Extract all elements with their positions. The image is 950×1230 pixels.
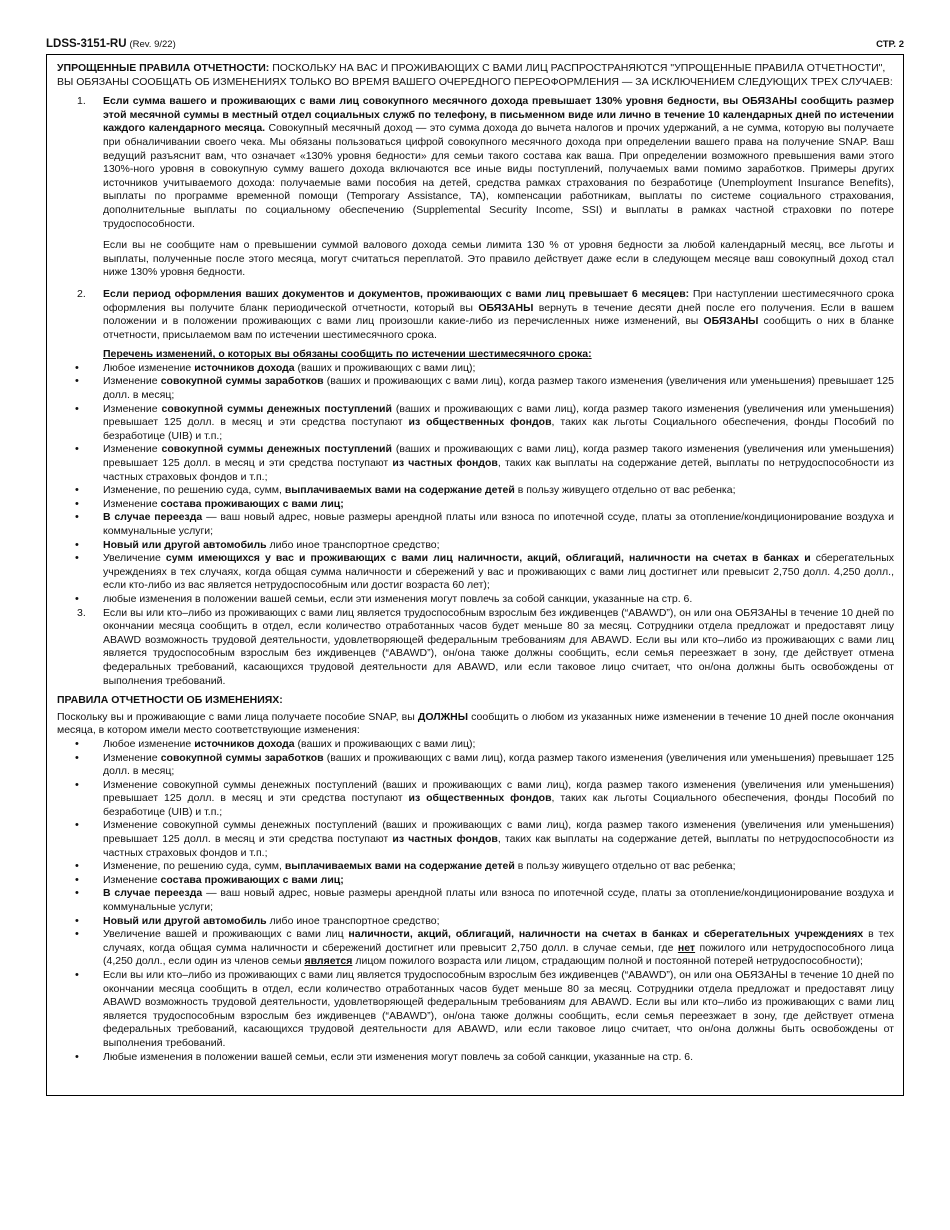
list-item: • Изменение, по решению суда, сумм, выплачиваемых вами на содержание детей в пользу живущего отдельно от вас ребенка;: [57, 484, 894, 498]
item-number: 1.: [77, 95, 86, 108]
list-item: • Любые изменения в положении вашей семьи, если эти изменения могут повлечь за собой санкции, указанные на стр. 6.: [57, 1051, 894, 1065]
item-number: 2.: [77, 287, 86, 300]
list-item: • Любое изменение источников дохода (ваших и проживающих с вами лиц);: [57, 738, 894, 752]
list-item: • Если вы или кто–либо из проживающих с вами лиц является трудоспособным взрослым без иждивенцев (“ABAWD”), он или она ОБЯЗАНЫ в течение 10 дней по окончании месяца сообщить в отдел, если количество отработанных часов будет меньше 80 за месяц. Сотрудники отдела предложат и предоставят лицу ABAWD возможность трудовой деятельности, удовлетворяющей федеральным требованиям для ABAWD. Если вы или кто–либо из проживающих с вами лиц является трудоспособным взрослым без иждивенцев (“ABAWD”), он/она также должны сообщить, если семья переезжает в зону, где действует отмена федеральных требований, касающихся трудовой деятельности для ABAWD, или если таковое лицо считает, что он/она должны быть освобождены от выполнения требований.: [57, 969, 894, 1051]
list-item: • Изменение состава проживающих с вами лиц;: [57, 498, 894, 512]
intro-title: УПРОЩЕННЫЕ ПРАВИЛА ОТЧЕТНОСТИ:: [57, 62, 270, 74]
list-item: • Изменение совокупной суммы денежных поступлений (ваших и проживающих с вами лиц), когда размер такого изменения (увеличения или уменьшения) превышает 125 долл. в месяц и эти средства поступают из общественных фондов, таких как льготы Социального обеспечения, фонды Пособий по безработице (UIB) и т.п.;: [57, 779, 894, 820]
list-item: • Увеличение вашей и проживающих с вами лиц наличности, акций, облигаций, наличности на счетах в банках и сберегательных учреждениях в тех случаях, когда общая сумма наличности и сбережений достигнет или превысит 2,750 долл. в случае семьи, где нет пожилого или нетрудоспособного лица (4,250 долл., если один из членов семьи является лицом пожилого возраста или лицом, страдающим полной и постоянной потерей нетрудоспособности);: [57, 928, 894, 969]
page-number: СТР. 2: [876, 39, 904, 50]
list-item: • В случае переезда — ваш новый адрес, новые размеры арендной платы или взноса по ипотечной ссуде, платы за отопление/кондиционирование воздуха и коммунальные услуги;: [57, 511, 894, 538]
form-revision: (Rev. 9/22): [129, 39, 176, 50]
page-header: [46, 38, 904, 52]
list-item: • Изменение совокупной суммы заработков (ваших и проживающих с вами лиц), когда размер такого изменения (увеличения или уменьшения) превышает 125 долл. в месяц;: [57, 752, 894, 779]
list-item: • Увеличение сумм имеющихся у вас и проживающих с вами лиц наличности, акций, облигаций, наличности на счетах в банках и сберегательных учреждениях в тех случаях, когда общая сумма наличности и сбережений у вас и проживающих с вами лиц достигнет или превысит 2,750 долл. 4,250 долл., если кто-либо из вас является нетрудоспособным или достиг возраста 60 лет);: [57, 552, 894, 593]
item-2-text: При наступлении шестимесячного срока оформления вы получите бланк периодической отчетности, который вы: [103, 287, 894, 314]
list-item: • Изменение совокупной суммы денежных поступлений (ваших и проживающих с вами лиц), когда размер такого изменения (увеличения или уменьшения) превышает 125 долл. в месяц и эти средства поступают из общественных фондов, таких как льготы Социального обеспечения, фонды Пособий по безработице (UIB) и т.п.;: [57, 403, 894, 444]
list-item: • Новый или другой автомобиль либо иное транспортное средство;: [57, 915, 894, 929]
list-item: • любые изменения в положении вашей семьи, если эти изменения могут повлечь за собой санкции, указанные на стр. 6.: [57, 593, 894, 607]
change-rules-title: ПРАВИЛА ОТЧЕТНОСТИ ОБ ИЗМЕНЕНИЯХ:: [57, 694, 283, 707]
list-item: • Изменение, по решению суда, сумм, выплачиваемых вами на содержание детей в пользу живущего отдельно от вас ребенка;: [57, 860, 894, 874]
six-month-list-heading: Перечень изменений, о которых вы обязаны сообщить по истечении шестимесячного срока:: [103, 348, 592, 361]
list-item: • Изменение совокупной суммы денежных поступлений (ваших и проживающих с вами лиц), когда размер такого изменения (увеличения или уменьшения) превышает 125 долл. в месяц и эти средства поступают из частных фондов, таких как выплаты на содержание детей, выплаты по нетрудоспособности из частных страховых фондов и т.п.;: [57, 819, 894, 860]
list-item: • Новый или другой автомобиль либо иное транспортное средство;: [57, 539, 894, 553]
intro-paragraph: [57, 62, 894, 89]
list-item: • Любое изменение источников дохода (ваших и проживающих с вами лиц);: [57, 362, 894, 376]
intro-text: ПОСКОЛЬКУ НА ВАС И ПРОЖИВАЮЩИХ С ВАМИ ЛИЦ РАСПРОСТРАНЯЮТСЯ "УПРОЩЕННЫЕ ПРАВИЛА ОТЧЕТНОСТИ", ВЫ ОБЯЗАНЫ СООБЩАТЬ ОБ ИЗМЕНЕНИЯХ ТОЛЬКО ВО ВРЕМЯ ВАШЕГО ОЧЕРЕДНОГО ПЕРЕОФОРМЛЕНИЯ — ЗА ИСКЛЮЧЕНИЕМ СЛЕДУЮЩИХ ТРЕХ СЛУЧАЕВ:: [57, 62, 893, 88]
list-item: • Изменение состава проживающих с вами лиц;: [57, 874, 894, 888]
item-1-paragraph-2: Если вы не сообщите нам о превышении суммой валового дохода семьи лимита 130 % от уровня бедности за любой календарный месяц, все льготы и выплаты, полученные после этого месяца, могут считаться переплатой. Это правило действует даже если в следующем месяце ваш совокупный доход стал ниже 130% уровня бедности.: [103, 239, 894, 279]
obliged-word: ОБЯЗАНЫ: [703, 315, 759, 328]
item-1-text: Совокупный месячный доход — это сумма дохода до вычета налогов и прочих удержаний, а не сумма, которую вы получаете при обналичивании своего чека. Мы обязаны пользоваться цифрой совокупного месячного дохода при определении вашего права на получение SNAP. Ваш ведущий разъяснит вам, что означает «130% уровня бедности» для семьи такого состава как ваша. При определении возможного превышения вами этого 130%-ного уровня в совокупную сумму вашего дохода включаются все иные виды поступлений, получаемых вами помимо заработков. Примеры других источников учитываемого дохода: получаемые вами пособия на детей, средства рамках страхования по безработице (Unemployment Insurance Benefits), выплаты по программе временной помощи (Temporary Assistance, TA), компенсации работникам, выплаты по системе социального страхования, дополнительные выплаты по социальному обеспечению (Supplemental Security Income, SSI) и выплаты в рамках частной страховки по потере трудоспособности.: [103, 122, 894, 230]
numbered-item-3: [57, 607, 894, 689]
list-item: • Изменение совокупной суммы денежных поступлений (ваших и проживающих с вами лиц), когда размер такого изменения (увеличения или уменьшения) превышает 125 долл. в месяц и эти средства поступают из частных фондов, таких как выплаты на содержание детей, выплаты по нетрудоспособности из частных страховых фондов и т.п.;: [57, 443, 894, 484]
form-id: LDSS-3151-RU: [46, 38, 127, 50]
item-2-text: вернуть в течение десяти дней после его получения. Если в вашем положении и в положении проживающих с вами лиц произошли какие-либо из перечисленных ниже изменений, вы: [103, 301, 894, 328]
item-3-text: Если вы или кто–либо из проживающих с вами лиц является трудоспособным взрослым без иждивенцев (“ABAWD”), он или она ОБЯЗАНЫ в течение 10 дней по окончании месяца сообщить в отдел, если количество отработанных часов будет меньше 80 за месяц. Сотрудники отдела предложат и предоставят лицу ABAWD возможность трудовой деятельности, удовлетворяющей федеральным требованиям для ABAWD. Если вы или кто–либо из проживающих с вами лиц является трудоспособным взрослым без иждивенцев (“ABAWD”), он/она также должны сообщить, если семья переезжает в зону, где действует отмена федеральных требований, касающихся трудовой деятельности для ABAWD, или если таковое лицо считает, что он/она должны быть освобождены от выполнения требований.: [103, 606, 894, 687]
item-number: 3.: [77, 606, 86, 619]
obliged-word: ОБЯЗАНЫ: [478, 301, 534, 314]
change-rules-paragraph: Поскольку вы и проживающие с вами лица получаете пособие SNAP, вы ДОЛЖНЫ сообщить о любом из указанных ниже изменении в течение 10 дней после окончания месяца, в котором имели место соответствующие изменения:: [57, 710, 894, 737]
numbered-item-2: [57, 288, 894, 342]
six-month-change-list: [57, 362, 894, 607]
change-list: [57, 738, 894, 1064]
item-1-bold: Если сумма вашего и проживающих с вами лиц совокупного месячного дохода превышает 130% уровня бедности, вы ОБЯЗАНЫ сообщить размер этой месячной суммы в местный отдел социальных служб по телефону, в письменном виде или лично в течение 10 календарных дней по истечении каждого календарного месяца.: [103, 95, 894, 135]
item-2-text: сообщить о них в бланке отчетности, присылаемом вам по истечении шестимесячного срока.: [103, 315, 894, 341]
list-item: • Изменение совокупной суммы заработков (ваших и проживающих с вами лиц), когда размер такого изменения (увеличения или уменьшения) превышает 125 долл. в месяц;: [57, 375, 894, 402]
numbered-item-1: [57, 95, 894, 231]
item-2-bold: Если период оформления ваших документов и документов, проживающих с вами лиц превышает 6 месяцев:: [103, 287, 690, 300]
content-box: [46, 54, 904, 1096]
list-item: • В случае переезда — ваш новый адрес, новые размеры арендной платы или взноса по ипотечной ссуде, платы за отопление/кондиционирование воздуха и коммунальные услуги;: [57, 887, 894, 914]
